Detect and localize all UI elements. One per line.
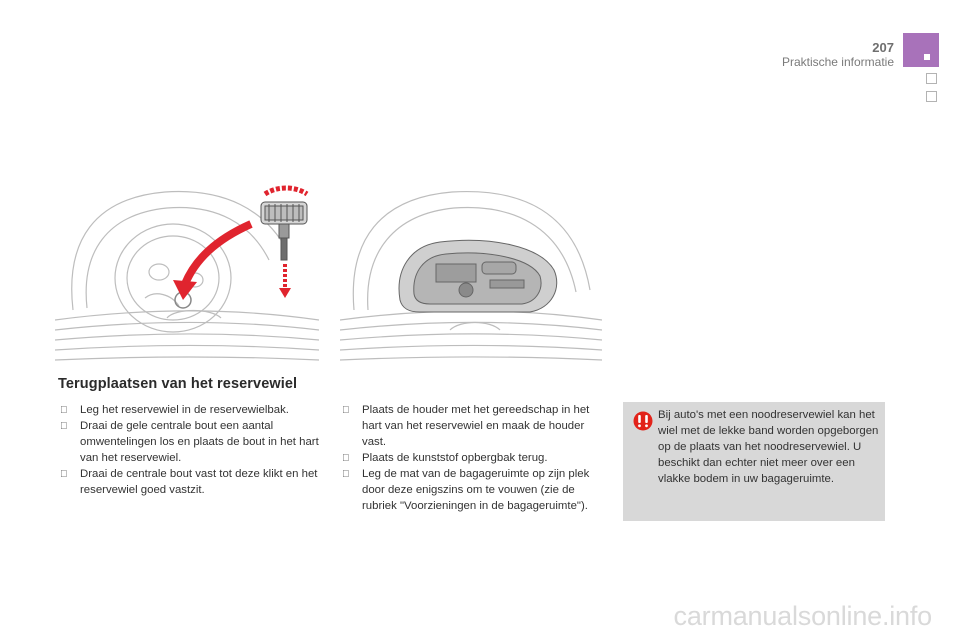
list-item-text: Draai de centrale bout vast tot deze klikt en het reservewiel goed vastzit.: [80, 468, 318, 496]
watermark: carmanualsonline.info: [673, 601, 932, 631]
instructions-middle: [342, 402, 604, 514]
checkbox-bullet-icon: [342, 467, 350, 483]
list-item-text: Draai de gele centrale bout een aantal omwentelingen los en plaats de bout in het hart van het reservewiel.: [80, 420, 319, 464]
chapter-tab-dot: [924, 54, 930, 60]
instructions-left: [60, 402, 322, 498]
list-item: [60, 466, 322, 498]
checkbox-bullet-icon: [60, 467, 68, 483]
list-item-text: Plaats de houder met het gereedschap in het hart van het reservewiel en maak de houder vast.: [362, 404, 590, 448]
list-item-text: Plaats de kunststof opbergbak terug.: [362, 452, 548, 464]
checkbox-bullet-icon: [342, 451, 350, 467]
chapter-tab-active[interactable]: [903, 33, 939, 67]
list-item-text: Leg de mat van de bagageruimte op zijn plek door deze enigszins om te vouwen (zie de rubriek "Voorzieningen in de bagageruimte").: [362, 468, 590, 512]
list-item: [342, 466, 604, 514]
list-item: [60, 418, 322, 466]
section-name: Praktische informatie: [781, 55, 894, 69]
checkbox-bullet-icon: [342, 403, 350, 419]
page-number: 207: [872, 40, 894, 55]
section-title: Terugplaatsen van het reservewiel: [58, 376, 298, 392]
spare-wheel-bolt-illustration: [55, 180, 319, 370]
checkbox-bullet-icon: [60, 419, 68, 435]
list-item: [342, 402, 604, 450]
note-text: Bij auto's met een noodreservewiel kan het wiel met de lekke band worden opgeborgen op de plaats van het noodreservewiel. U beschikt dan echter niet meer over een vlakke bodem in uw bagageruimte.: [658, 409, 879, 485]
list-item-text: Leg het reservewiel in de reservewielbak.: [80, 404, 289, 416]
chapter-tab-box-2[interactable]: [926, 91, 937, 102]
warning-icon: [633, 411, 653, 431]
list-item: [342, 450, 604, 466]
list-item: [60, 402, 322, 418]
checkbox-bullet-icon: [60, 403, 68, 419]
chapter-tab-box-1[interactable]: [926, 73, 937, 84]
tool-holder-in-wheel-illustration: [340, 180, 602, 370]
